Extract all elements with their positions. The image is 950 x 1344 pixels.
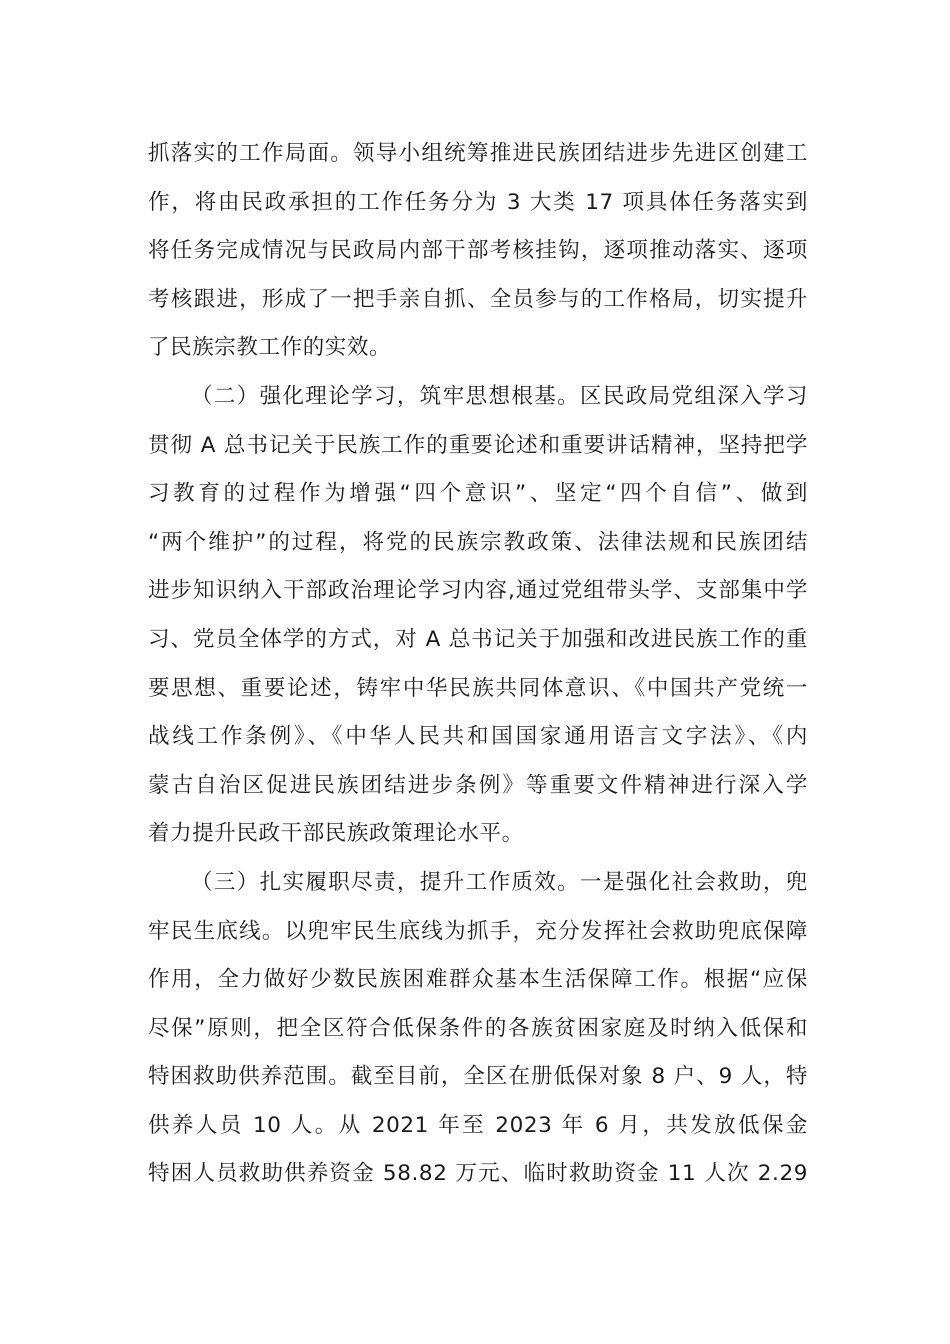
text-line: 特困人员救助供养资金 58.82 万元、临时救助资金 11 人次 2.29 — [148, 1161, 808, 1187]
text-line: 供养人员 10 人。从 2021 年至 2023 年 6 月，共发放低保金 — [148, 1112, 808, 1138]
text-line: 抓落实的工作局面。领导小组统筹推进民族团结进步先进区创建工 — [148, 141, 808, 166]
text-line: 战线工作条例》、《中华人民共和国国家通用语言文字法》、《内 — [148, 724, 808, 750]
text-line: 特困救助供养范围。截至目前，全区在册低保对象 8 户、9 人，特 — [148, 1064, 808, 1090]
text-line: 习教育的过程作为增强“四个意识”、坚定“四个自信”、做到 — [148, 481, 808, 507]
text-line: 作，将由民政承担的工作任务分为 3 大类 17 项具体任务落实到 — [148, 189, 808, 215]
text-line: 了民族宗教工作的实效。 — [148, 335, 392, 361]
text-line: 进步知识纳入干部政治理论学习内容,通过党组带头学、支部集中学 — [148, 578, 808, 604]
text-line: 尽保”原则，把全区符合低保条件的各族贫困家庭及时纳入低保和 — [148, 1015, 808, 1041]
paragraph-heading-3: （三）扎实履职尽责，提升工作质效。一是强化社会救助，兜 — [191, 869, 808, 895]
text-line: “两个维护”的过程，将党的民族宗教政策、法律法规和民族团结 — [148, 529, 808, 555]
text-line: 习、党员全体学的方式，对 A 总书记关于加强和改进民族工作的重 — [148, 626, 808, 652]
text-line: 着力提升民政干部民族政策理论水平。 — [148, 821, 524, 847]
text-line: 贯彻 A 总书记关于民族工作的重要论述和重要讲话精神，坚持把学 — [148, 432, 808, 458]
paragraph-heading-2: （二）强化理论学习，筑牢思想根基。区民政局党组深入学习 — [191, 383, 808, 409]
body-text — [148, 130, 808, 1199]
text-line: 要思想、重要论述，铸牢中华民族共同体意识、《中国共产党统一 — [148, 675, 808, 701]
text-line: 考核跟进，形成了一把手亲自抓、全员参与的工作格局，切实提升 — [148, 286, 808, 312]
text-line: 蒙古自治区促进民族团结进步条例》等重要文件精神进行深入学 — [148, 772, 808, 798]
text-line: 将任务完成情况与民政局内部干部考核挂钩，逐项推动落实、逐项 — [148, 238, 808, 264]
text-line: 作用，全力做好少数民族困难群众基本生活保障工作。根据“应保 — [148, 967, 808, 993]
text-line: 牢民生底线。以兜牢民生底线为抓手，充分发挥社会救助兜底保障 — [148, 918, 808, 944]
